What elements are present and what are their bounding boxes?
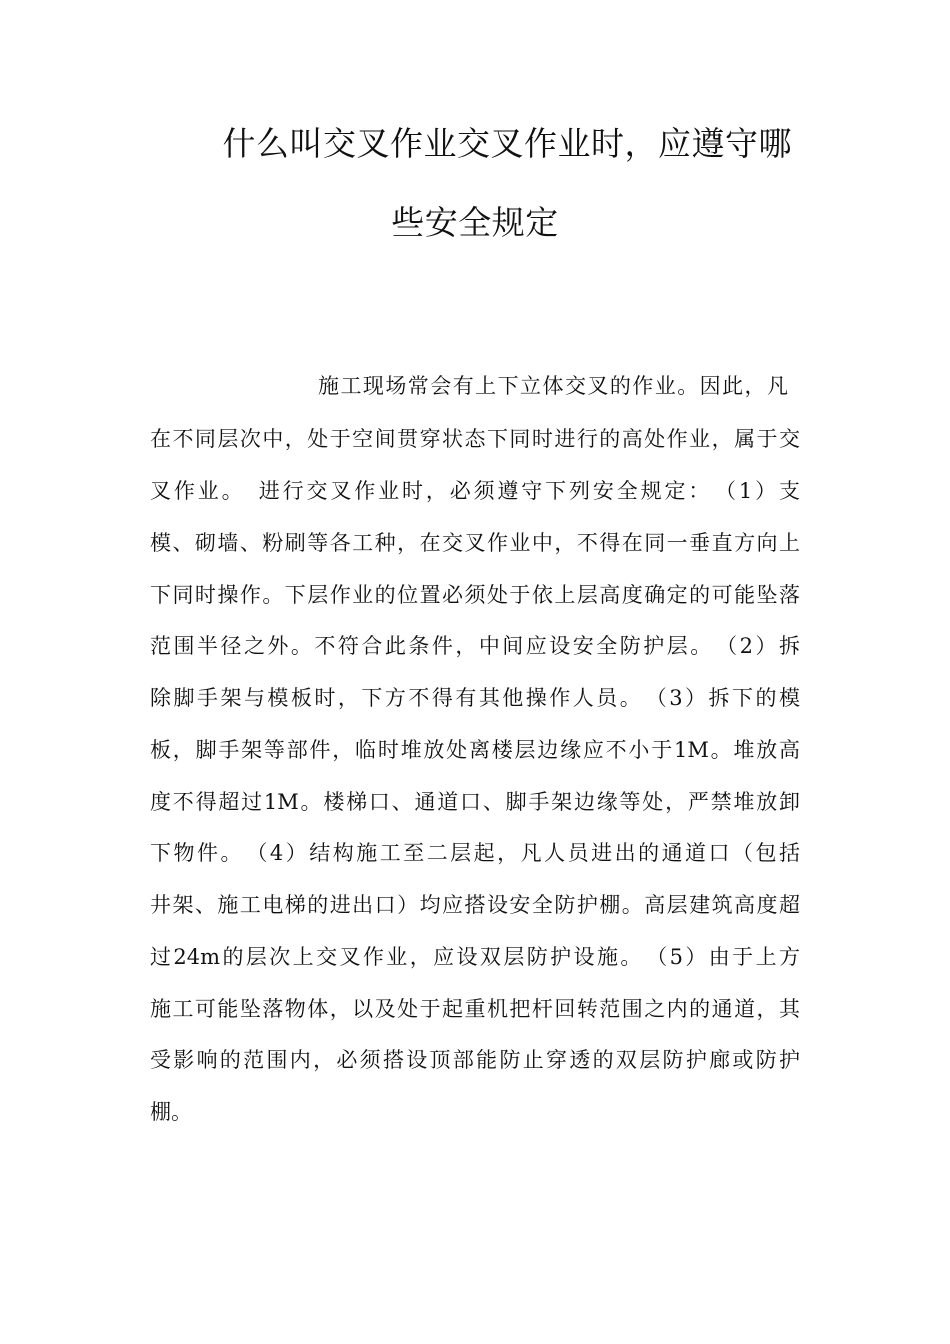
document-title-line-2: 些安全规定 xyxy=(391,203,559,242)
body-text-line: 叉作业。 进行交叉作业时，必须遵守下列安全规定： （1）支 xyxy=(150,479,800,503)
body-text-line: 受影响的范围内，必须搭设顶部能防止穿透的双层防护廊或防护 xyxy=(150,1048,800,1072)
body-text-line: 板，脚手架等部件，临时堆放处离楼层边缘应不小于1M。堆放高 xyxy=(150,738,800,762)
body-text-line: 施工可能坠落物体，以及处于起重机把杆回转范围之内的通道，其 xyxy=(150,997,800,1021)
body-text-line: 模、砌墙、粉刷等各工种，在交叉作业中，不得在同一垂直方向上 xyxy=(150,531,800,555)
body-text-line: 度不得超过1M。楼梯口、通道口、脚手架边缘等处，严禁堆放卸 xyxy=(150,790,800,814)
body-text-line: 在不同层次中，处于空间贯穿状态下同时进行的高处作业，属于交 xyxy=(150,427,800,451)
body-text-line: 范围半径之外。不符合此条件，中间应设安全防护层。 （2）拆 xyxy=(150,634,800,658)
body-text-line: 下物件。 （4）结构施工至二层起，凡人员进出的通道口（包括 xyxy=(150,841,800,865)
document-title-line-1: 什么叫交叉作业交叉作业时，应遵守哪 xyxy=(222,124,792,163)
body-text-line: 施工现场常会有上下立体交叉的作业。因此，凡 xyxy=(318,374,788,398)
body-text-line: 棚。 xyxy=(150,1100,192,1124)
body-text-line: 过24m的层次上交叉作业，应设双层防护设施。 （5）由于上方 xyxy=(150,945,800,969)
body-text-line: 井架、施工电梯的进出口）均应搭设安全防护棚。高层建筑高度超 xyxy=(150,893,800,917)
body-text-line: 除脚手架与模板时，下方不得有其他操作人员。 （3）拆下的模 xyxy=(150,686,800,710)
body-text-line: 下同时操作。下层作业的位置必须处于依上层高度确定的可能坠落 xyxy=(150,583,800,607)
